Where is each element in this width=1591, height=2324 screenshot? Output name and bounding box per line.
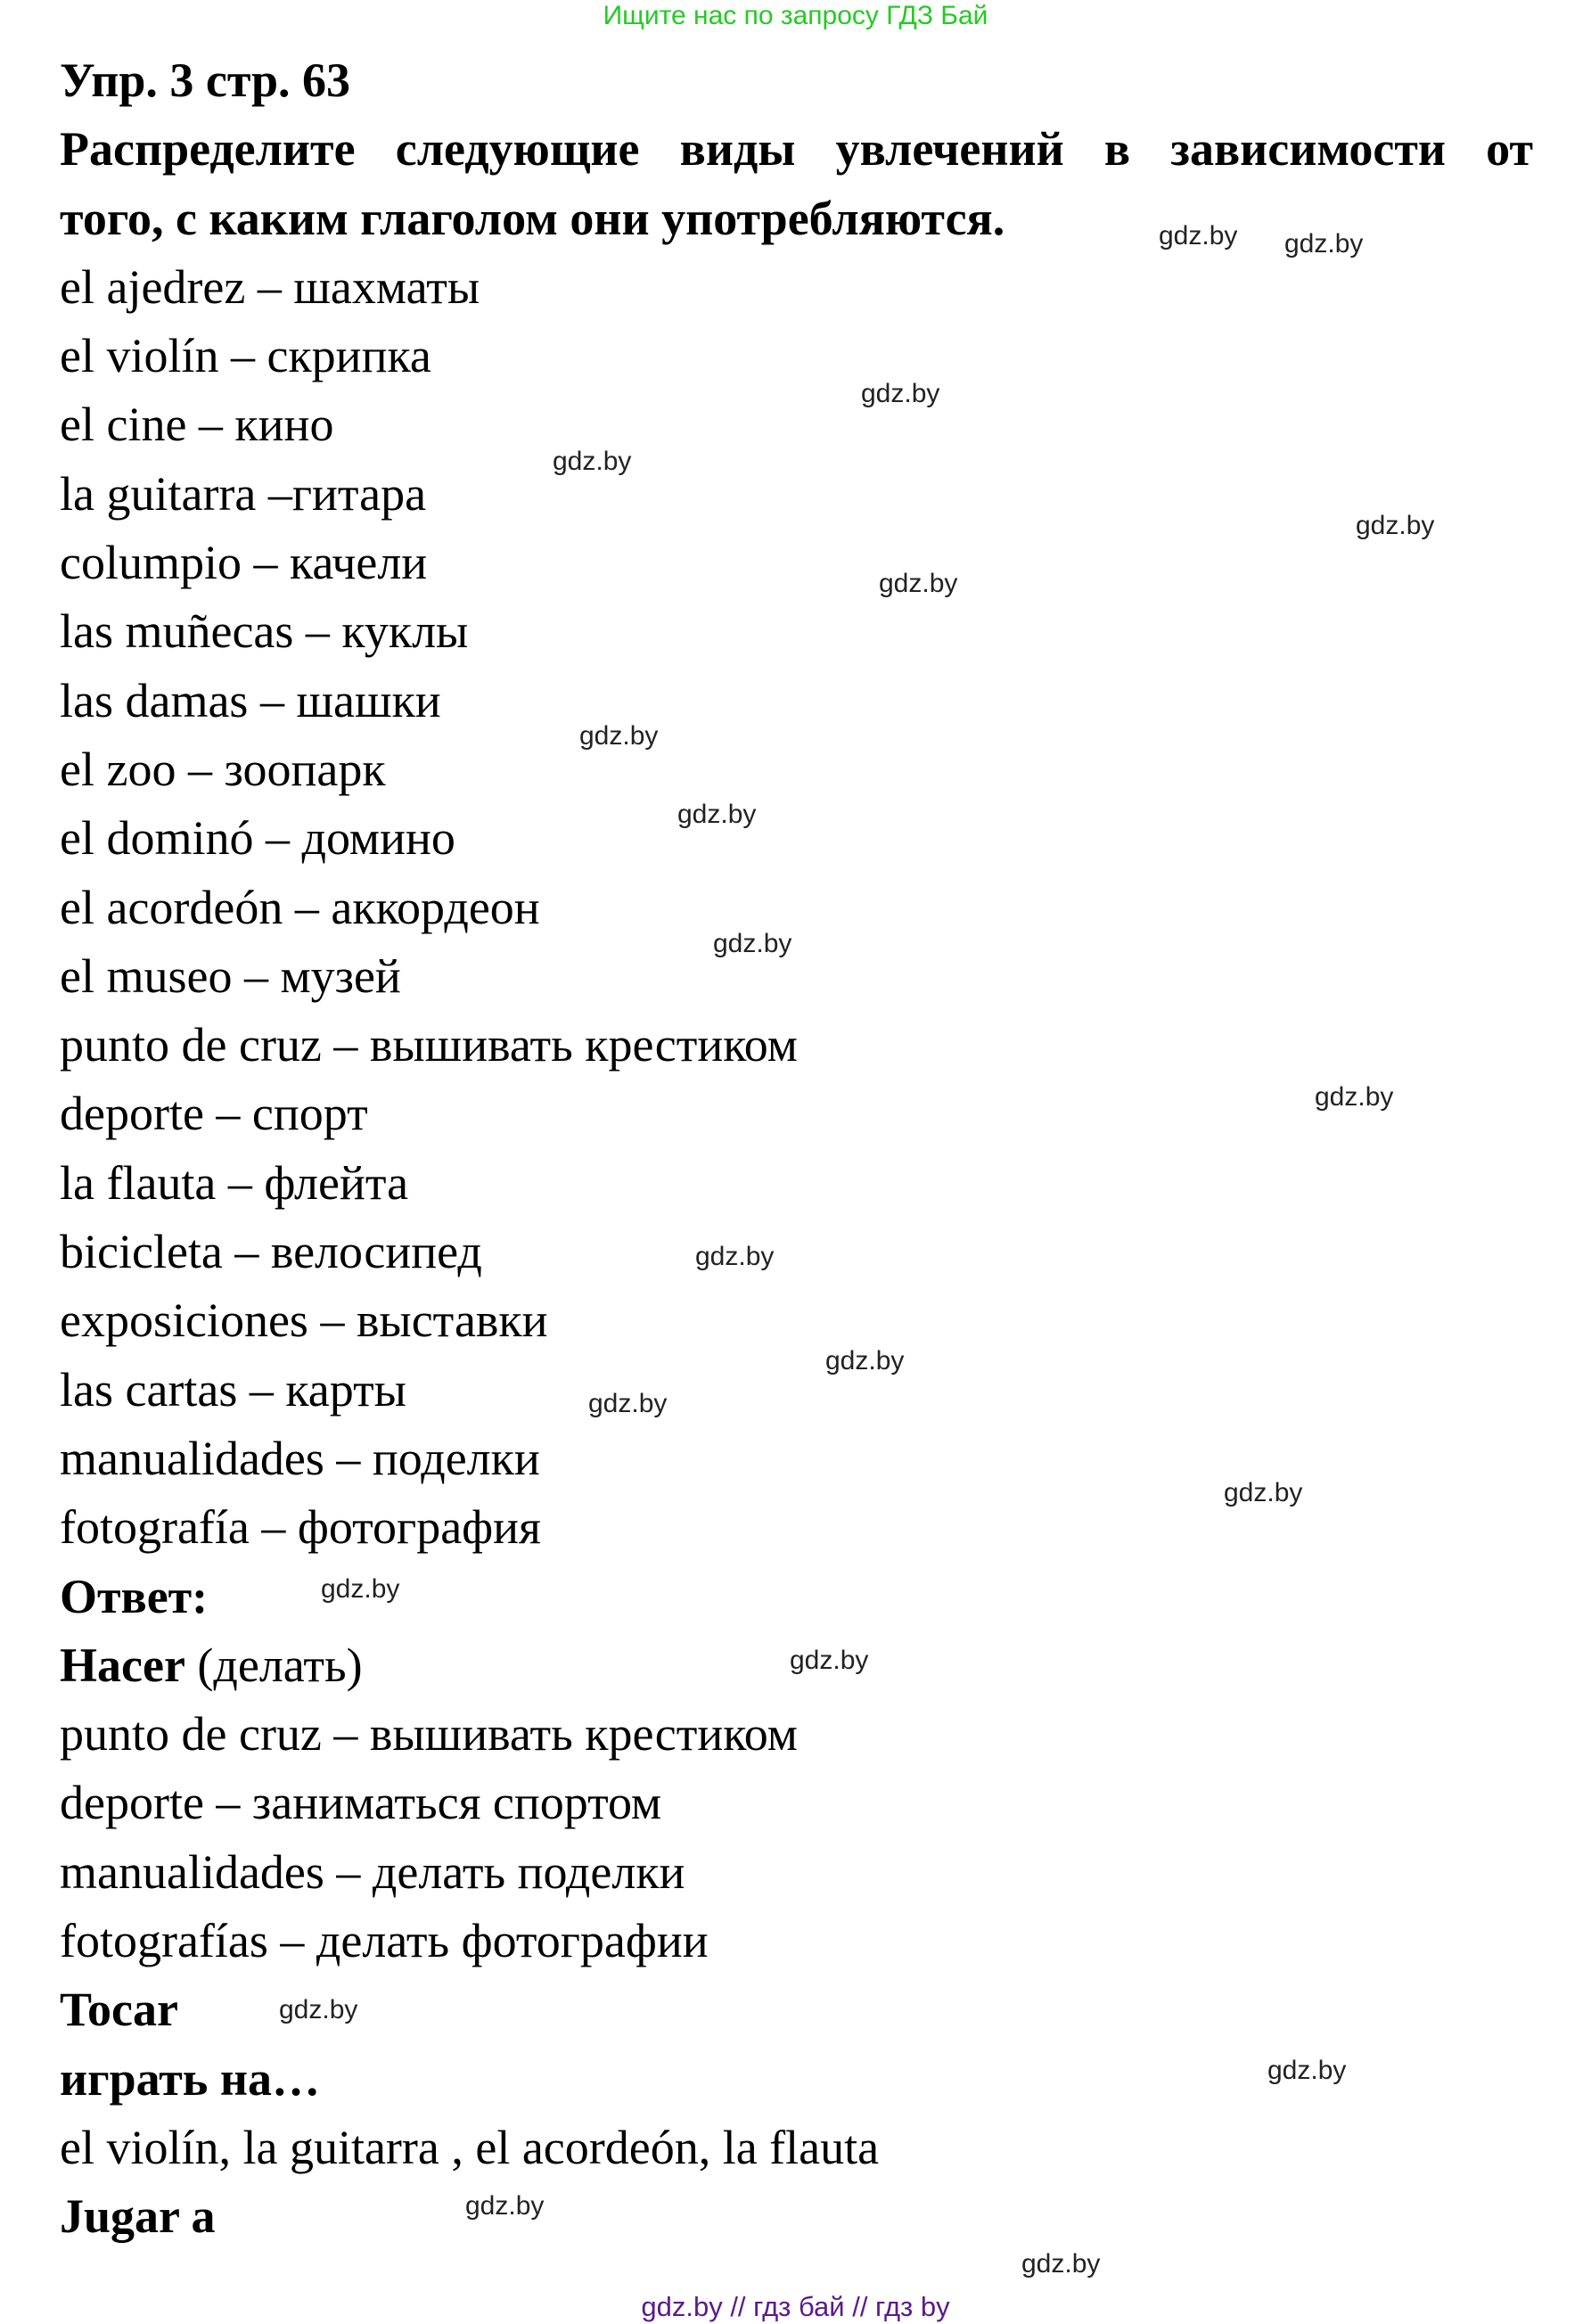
list-item: bicicleta – велосипед	[60, 1225, 482, 1279]
task-text-line-1: Распределите следующие виды увлечений в зависимости от	[60, 122, 1533, 177]
watermark: gdz.by	[279, 1995, 358, 2024]
list-item: manualidades – поделки	[60, 1431, 540, 1485]
list-item: la guitarra –гитара	[60, 466, 427, 521]
watermark: gdz.by	[790, 1646, 869, 1675]
list-item: la flauta – флейта	[60, 1155, 409, 1210]
list-item: el zoo – зоопарк	[60, 742, 386, 796]
watermark: gdz.by	[695, 1242, 775, 1271]
list-item: exposiciones – выставки	[60, 1293, 548, 1348]
list-item: el cine – кино	[60, 398, 334, 452]
watermark: gdz.by	[1267, 2056, 1347, 2085]
answer-label: Ответ:	[60, 1569, 209, 1623]
list-item: el dominó – домино	[60, 811, 455, 866]
list-item: las muñecas – куклы	[60, 604, 469, 659]
hacer-heading: Hacer	[60, 1638, 185, 1692]
watermark: gdz.by	[1021, 2249, 1101, 2279]
list-item: fotografía – фотография	[60, 1500, 541, 1555]
list-item: columpio – качели	[60, 536, 428, 590]
task-text-line-2: того, с каким глаголом они употребляются.	[60, 191, 1005, 245]
watermark: gdz.by	[1284, 229, 1364, 259]
watermark: gdz.by	[465, 2191, 545, 2221]
watermark: gdz.by	[1224, 1478, 1303, 1507]
watermark: gdz.by	[713, 929, 792, 958]
watermark: gdz.by	[588, 1389, 668, 1418]
list-item: deporte – заниматься спортом	[60, 1776, 662, 1830]
list-item: las cartas – карты	[60, 1362, 406, 1417]
watermark: gdz.by	[677, 800, 757, 829]
watermark: gdz.by	[825, 1346, 905, 1376]
watermark: gdz.by	[579, 721, 659, 751]
list-item: las damas – шашки	[60, 673, 441, 727]
watermark: gdz.by	[1315, 1082, 1394, 1112]
exercise-content	[60, 46, 1533, 2252]
list-item: manualidades – делать поделки	[60, 1844, 685, 1899]
list-item: fotografías – делать фотографии	[60, 1914, 709, 1968]
exercise-title: Упр. 3 стр. 63	[60, 53, 351, 107]
list-item: el acordeón – аккордеон	[60, 880, 540, 934]
tocar-heading: Tocar	[60, 1983, 178, 2037]
tocar-subheading: играть на…	[60, 2051, 320, 2106]
watermark: gdz.by	[879, 569, 958, 598]
list-item: punto de cruz – вышивать крестиком	[60, 1707, 798, 1761]
watermark: gdz.by	[1356, 511, 1435, 540]
watermark: gdz.by	[1159, 221, 1238, 250]
list-item: punto de cruz – вышивать крестиком	[60, 1018, 798, 1072]
list-item: el violín – скрипка	[60, 329, 431, 383]
list-item: el ajedrez – шахматы	[60, 259, 480, 314]
watermark: gdz.by	[321, 1574, 400, 1604]
watermark: gdz.by	[861, 379, 940, 408]
jugar-heading: Jugar a	[60, 2189, 216, 2244]
list-item: el museo – музей	[60, 948, 401, 1003]
footer-links[interactable]: gdz.by // гдз бай // гдз by	[641, 2291, 950, 2322]
watermark: gdz.by	[553, 447, 632, 476]
tocar-items: el violín, la guitarra , el acordeón, la flauta	[60, 2120, 880, 2174]
search-banner[interactable]: Ищите нас по запросу ГДЗ Бай	[603, 1, 988, 30]
list-item: deporte – спорт	[60, 1087, 368, 1141]
hacer-note: (делать)	[185, 1638, 363, 1692]
